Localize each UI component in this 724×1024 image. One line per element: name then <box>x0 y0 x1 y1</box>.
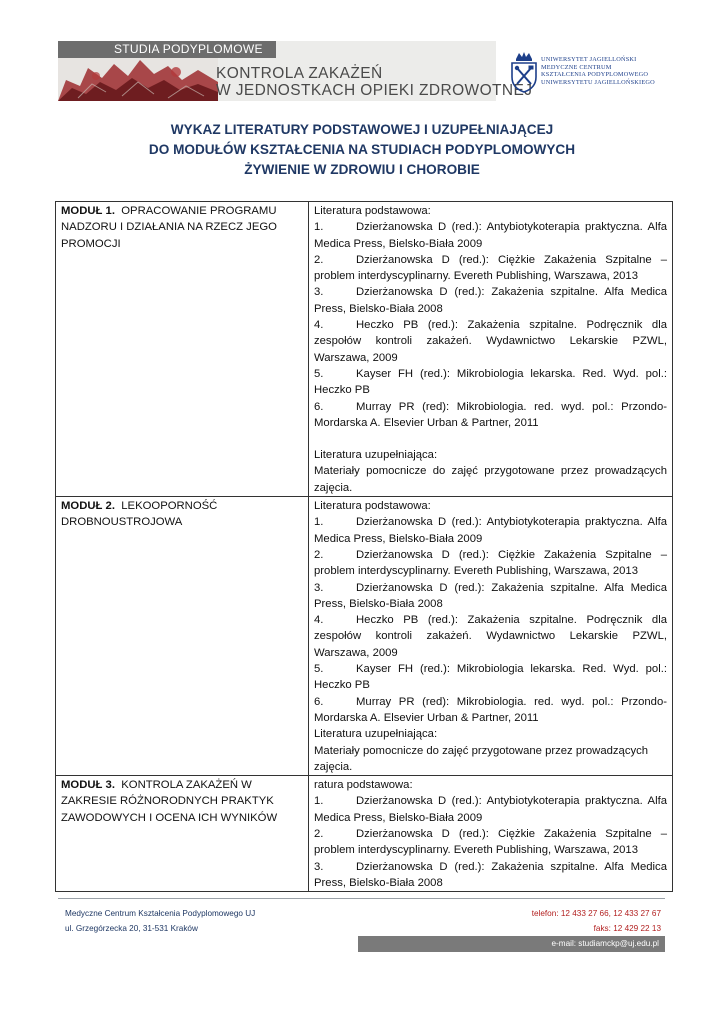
university-line: UNIWERSYTET JAGIELLOŃSKI <box>541 56 637 63</box>
supplementary-literature-text: Materiały pomocnicze do zajęć przygotowane przez prowadzących zajęcia. <box>314 744 649 773</box>
module-name-cell <box>56 202 309 497</box>
module-title: OPRACOWANIE PROGRAMU NADZORU I DZIAŁANIA NA RZECZ JEGO PROMOCJI <box>61 205 277 250</box>
university-line: MEDYCZNE CENTRUM <box>541 63 612 71</box>
banner-title-line-2: W JEDNOSTKACH OPIEKI ZDROWOTNEJ <box>216 82 533 99</box>
literature-cell <box>309 202 673 497</box>
reference-text: Dzierżanowska D (red.): Ciężkie Zakażenia Szpitalne – problem interdyscyplinarny. Evereth Publishing, Warszawa, 2013 <box>314 827 667 857</box>
reference-text: Dzierżanowska D (red.): Antybiotykoterapia praktyczna. Alfa Medica Press, Bielsko-Biała 2009 <box>314 516 667 545</box>
supplementary-literature-text: Materiały pomocnicze do zajęć przygotowane przez prowadzących zajęcia. <box>314 465 667 494</box>
reference-item <box>314 284 667 317</box>
title-line-1: WYKAZ LITERATURY PODSTAWOWEJ I UZUPEŁNIAJĄCEJ <box>170 122 554 137</box>
program-strip <box>58 41 276 58</box>
reference-number: 3. <box>314 581 324 594</box>
footer-fax: faks: 12 429 22 13 <box>593 924 661 933</box>
supplementary-literature-heading: Literatura uzupełniająca: <box>314 449 438 462</box>
reference-text: Dzierżanowska D (red.): Zakażenia szpitalne. Alfa Medica Press, Bielsko-Biała 2008 <box>314 286 667 315</box>
footer-contact-block <box>532 906 661 936</box>
module-title: KONTROLA ZAKAŻEŃ W ZAKRESIE RÓŻNORODNYCH PRAKTYK ZAWODOWYCH I OCENA ICH WYNIKÓW <box>61 779 278 824</box>
document-title <box>0 120 724 180</box>
reference-text: Dzierżanowska D (red.): Zakażenia szpitalne. Alfa Medica Press, Bielsko-Biała 2008 <box>314 860 667 889</box>
reference-number: 3. <box>314 286 324 299</box>
footer-org-name: Medyczne Centrum Kształcenia Podyplomowego UJ <box>65 909 256 918</box>
reference-number: 6. <box>314 695 324 708</box>
header-banner <box>58 41 533 101</box>
reference-text: Dzierżanowska D (red.): Antybiotykoterapia praktyczna. Alfa Medica Press, Bielsko-Biała 2009 <box>314 221 667 250</box>
basic-literature-heading: ratura podstawowa: <box>314 779 413 792</box>
reference-number: 2. <box>314 548 324 561</box>
title-line-3: ŻYWIENIE W ZDROWIU I CHOROBIE <box>244 162 480 177</box>
reference-number: 2. <box>314 253 324 266</box>
literature-cell <box>309 497 673 776</box>
reference-item <box>314 547 667 580</box>
title-line-2: DO MODUŁÓW KSZTAŁCENIA NA STUDIACH PODYPLOMOWYCH <box>148 142 576 157</box>
reference-number: 1. <box>314 795 324 808</box>
reference-text: Murray PR (red): Mikrobiologia. red. wyd. pol.: Przondo-Mordarska A. Elsevier Urban & Partner, 2011 <box>314 400 667 429</box>
university-line: UNIWERSYTETU JAGIELLOŃSKIEGO <box>541 78 655 86</box>
reference-number: 3. <box>314 860 324 873</box>
footer-divider <box>58 898 665 899</box>
reference-text: Kayser FH (red.): Mikrobiologia lekarska. Red. Wyd. pol.: Heczko PB <box>314 367 667 397</box>
module-title: LEKOOPORNOŚĆ DROBNOUSTROJOWA <box>61 500 218 529</box>
table-row <box>56 202 673 497</box>
reference-number: 6. <box>314 400 324 413</box>
literature-table <box>55 201 673 892</box>
reference-number: 4. <box>314 614 324 627</box>
reference-number: 5. <box>314 367 324 380</box>
reference-text: Dzierżanowska D (red.): Ciężkie Zakażenia Szpitalne – problem interdyscyplinarny. Evereth Publishing, Warszawa, 2013 <box>314 548 667 578</box>
reference-item <box>314 826 667 859</box>
reference-number: 4. <box>314 319 324 332</box>
university-name <box>541 56 655 86</box>
spacer <box>314 431 667 447</box>
reference-item <box>314 612 667 661</box>
reference-item <box>314 317 667 366</box>
reference-text: Heczko PB (red.): Zakażenia szpitalne. Podręcznik dla zespołów kontroli zakażeń. Wydawnictwo Lekarskie PZWL, Warszawa, 2009 <box>314 614 667 659</box>
footer-email[interactable]: e-mail: studiamckp@uj.edu.pl <box>551 939 659 948</box>
reference-item <box>314 219 667 252</box>
reference-number: 5. <box>314 663 324 676</box>
reference-item <box>314 252 667 285</box>
table-row <box>56 776 673 892</box>
table-row <box>56 497 673 776</box>
module-label: MODUŁ 3. <box>61 779 115 792</box>
reference-item <box>314 859 667 892</box>
reference-text: Kayser FH (red.): Mikrobiologia lekarska. Red. Wyd. pol.: Heczko PB <box>314 663 667 692</box>
banner-title-line-1: KONTROLA ZAKAŻEŃ <box>216 65 383 82</box>
reference-text: Dzierżanowska D (red.): Ciężkie Zakażenia Szpitalne – problem interdyscyplinarny. Evereth Publishing, Warszawa, 2013 <box>314 253 667 283</box>
university-crest-icon <box>509 50 539 94</box>
footer-email-bar <box>358 936 665 952</box>
reference-item <box>314 694 667 727</box>
literature-cell <box>309 776 673 892</box>
footer-address-block <box>65 906 255 936</box>
footer-address: ul. Grzegórzecka 20, 31-531 Kraków <box>65 924 198 933</box>
reference-number: 2. <box>314 827 324 840</box>
reference-item <box>314 661 667 694</box>
reference-item <box>314 580 667 613</box>
program-strip-label: STUDIA PODYPLOMOWE <box>114 42 263 56</box>
footer-phone: telefon: 12 433 27 66, 12 433 27 67 <box>531 909 661 918</box>
reference-item <box>314 514 667 547</box>
module-name-cell <box>56 776 309 892</box>
reference-text: Dzierżanowska D (red.): Zakażenia szpitalne. Alfa Medica Press, Bielsko-Biała 2008 <box>314 581 667 610</box>
reference-item <box>314 793 667 826</box>
reference-text: Murray PR (red): Mikrobiologia. red. wyd. pol.: Przondo-Mordarska A. Elsevier Urban & Partner, 2011 <box>314 695 667 724</box>
university-line: KSZTAŁCENIA PODYPLOMOWEGO <box>541 71 649 79</box>
reference-item <box>314 399 667 432</box>
module-label: MODUŁ 2. <box>61 500 115 513</box>
basic-literature-heading: Literatura podstawowa: <box>314 205 431 217</box>
reference-text: Dzierżanowska D (red.): Antybiotykoterapia praktyczna. Alfa Medica Press, Bielsko-Biała 2009 <box>314 795 667 824</box>
reference-number: 1. <box>314 516 324 529</box>
reference-number: 1. <box>314 221 324 234</box>
module-label: MODUŁ 1. <box>61 205 115 217</box>
basic-literature-heading: Literatura podstawowa: <box>314 500 431 513</box>
module-name-cell <box>56 497 309 776</box>
supplementary-literature-heading: Literatura uzupełniająca: <box>314 728 438 741</box>
banner-artwork-image <box>58 58 218 101</box>
reference-item <box>314 366 667 399</box>
reference-text: Heczko PB (red.): Zakażenia szpitalne. Podręcznik dla zespołów kontroli zakażeń. Wydawnictwo Lekarskie PZWL, Warszawa, 2009 <box>314 319 667 364</box>
